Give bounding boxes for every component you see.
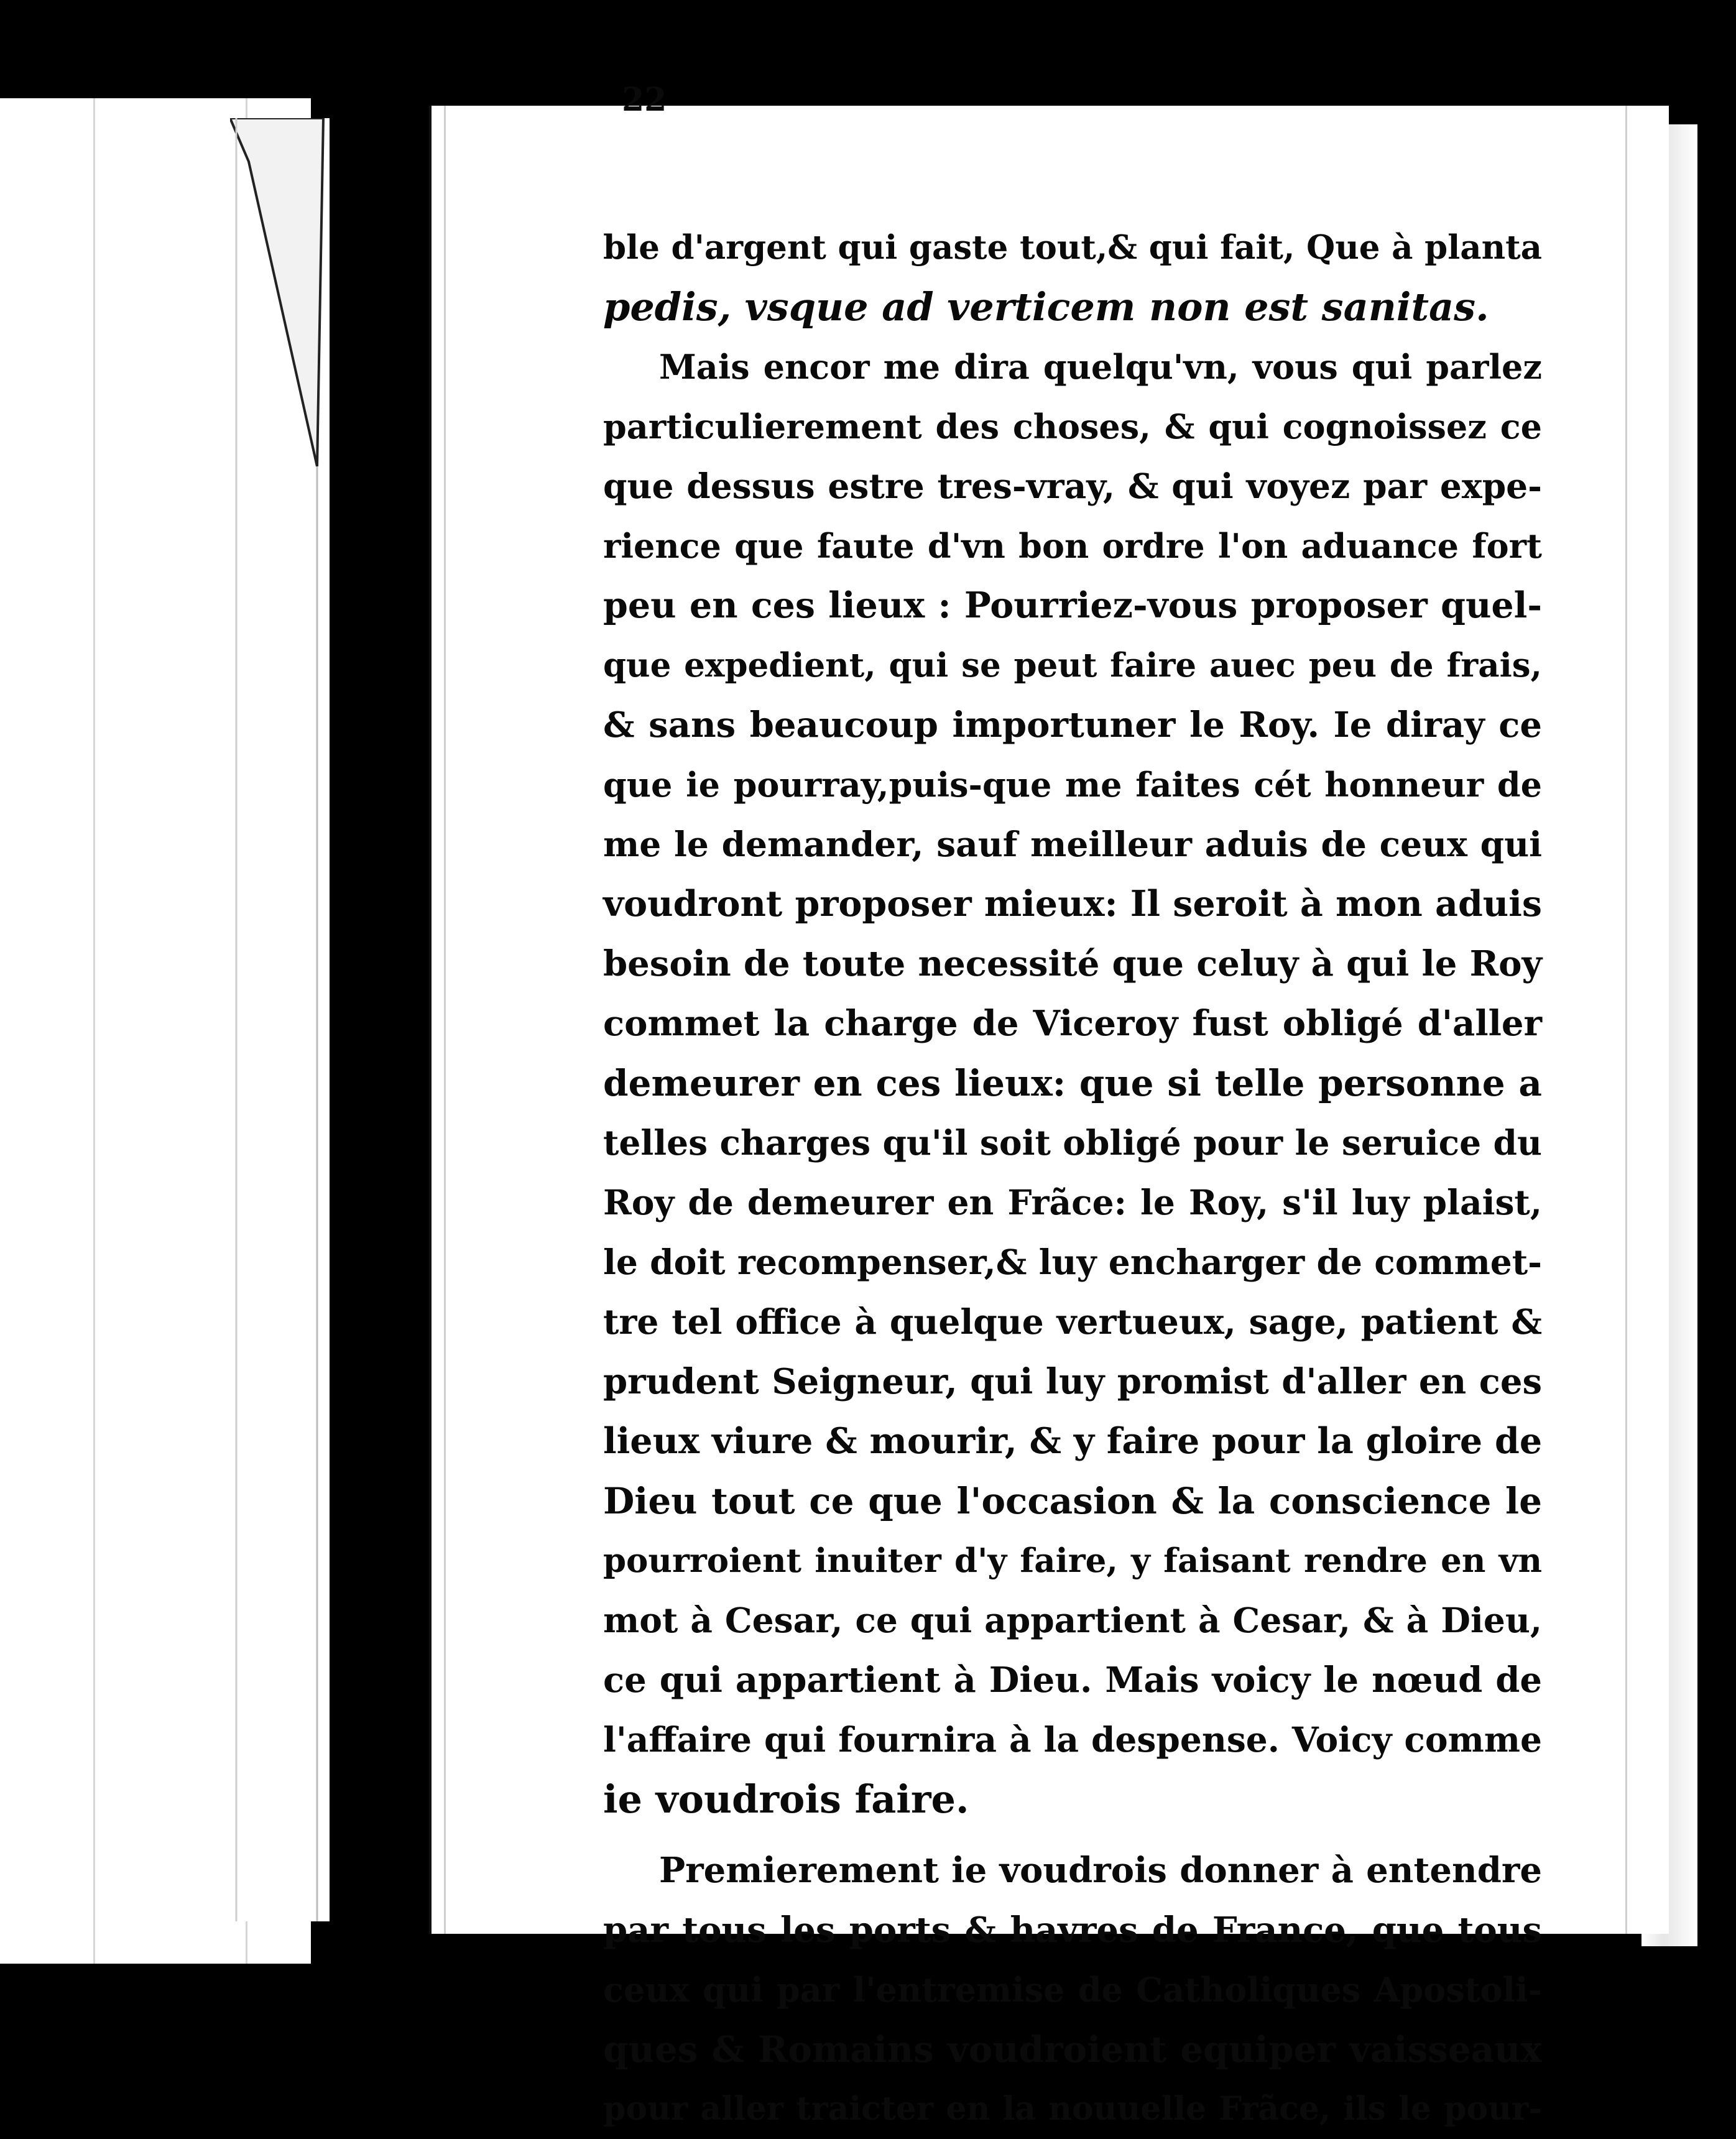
page-rule	[444, 106, 446, 1934]
text-line: Roy de demeurer en Frãce: le Roy, s'il luy plaist,	[603, 1182, 1542, 1222]
text-line: Dieu tout ce que l'occasion & la conscience le	[603, 1480, 1542, 1522]
text-line: mot à Cesar, ce qui appartient à Cesar, & à Dieu,	[603, 1600, 1542, 1640]
text-line: lieux viure & mourir, & y faire pour la gloire de	[603, 1420, 1543, 1462]
page-rule	[1625, 106, 1627, 1934]
text-line: ques & Romains voudroient equiper vaisseaux	[603, 2028, 1542, 2071]
page-rule	[93, 98, 95, 1964]
text-line: que dessus estre tres-vray, & qui voyez par expe-	[603, 466, 1542, 506]
text-line: ie voudrois faire.	[603, 1776, 969, 1822]
text-line: pour aller traicter en la nouuelle Frãce, ils le pour-	[603, 2090, 1542, 2128]
text-line: l'affaire qui fournira à la despense. Voicy comme	[603, 1719, 1542, 1760]
text-line: rience que faute d'vn bon ordre l'on aduance fort	[603, 526, 1542, 566]
text-line: demeurer en ces lieux: que si telle personne a	[603, 1062, 1542, 1104]
text-line: telles charges qu'il soit obligé pour le seruice du	[603, 1122, 1542, 1163]
page-number: 22	[622, 81, 667, 119]
text-line: pourroient inuiter d'y faire, y faisant rendre en vn	[603, 1541, 1542, 1580]
text-line: Premierement ie voudrois donner à entendre	[659, 1850, 1542, 1891]
text-line: Mais encor me dira quelqu'vn, vous qui parlez	[659, 347, 1542, 387]
text-line: ceux qui par l'entremise de Catholiques Apostoli-	[603, 1970, 1542, 2010]
text-line: & sans beaucoup importuner le Roy. Ie diray ce	[603, 705, 1542, 746]
text-line: tre tel office à quelque vertueux, sage, patient &	[603, 1301, 1542, 1342]
text-line: que ie pourray,puis-que me faites cét honneur de	[603, 765, 1542, 805]
book-gutter	[230, 118, 330, 1921]
text-line: besoin de toute necessité que celuy à qui le Roy	[603, 943, 1542, 984]
text-line: ble d'argent qui gaste tout,& qui fait, Que à planta	[603, 228, 1542, 267]
text-line: commet la charge de Viceroy fust obligé d'aller	[603, 1003, 1542, 1044]
text-line: pedis, vsque ad verticem non est sanitas.	[603, 284, 1489, 330]
text-line: particulierement des choses, & qui cognoissez ce	[603, 407, 1542, 446]
page-text	[603, 218, 1542, 2139]
paragraph-gap	[603, 1829, 1542, 1841]
text-line: me le demander, sauf meilleur aduis de ceux qui	[603, 824, 1542, 864]
text-line: le doit recompenser,& luy encharger de commet-	[603, 1242, 1542, 1282]
text-line: peu en ces lieux : Pourriez-vous proposer quel-	[603, 584, 1542, 626]
text-line: par tous les ports & havres de France, que tous	[603, 1910, 1542, 1951]
text-line: que expedient, qui se peut faire auec peu de frais,	[603, 646, 1542, 685]
text-line: ce qui appartient à Dieu. Mais voicy le nœud de	[603, 1660, 1542, 1701]
gutter-fold	[230, 118, 330, 1921]
text-line: prudent Seigneur, qui luy promist d'aller en ces	[603, 1361, 1542, 1402]
text-line: voudront proposer mieux: Il seroit à mon aduis	[603, 883, 1542, 925]
